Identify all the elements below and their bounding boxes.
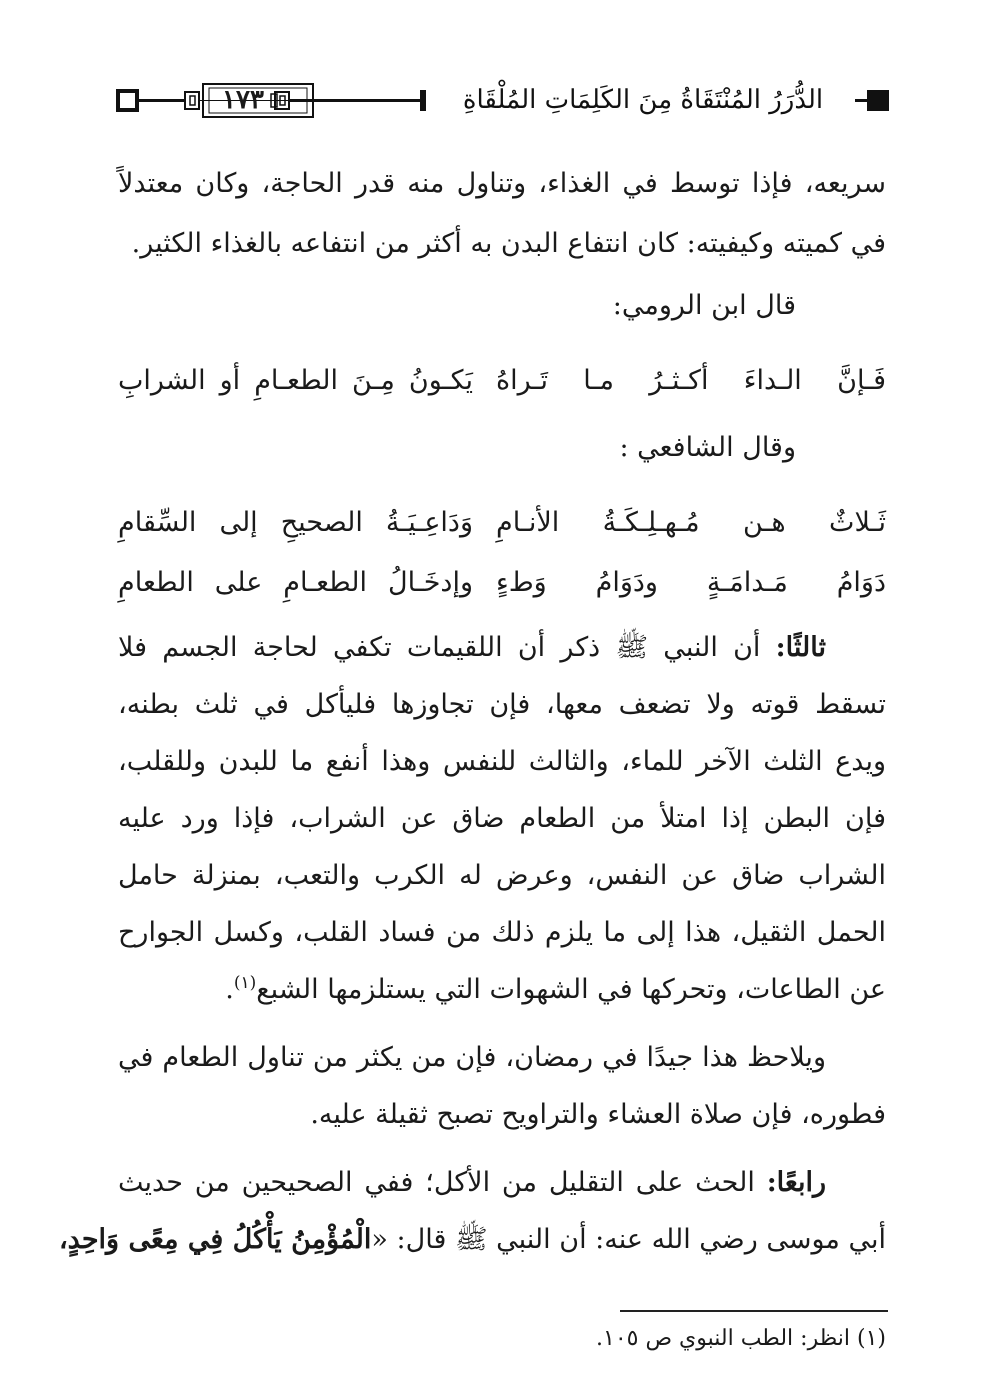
para3-line-1-text: أن النبي ﷺ ذكر أن اللقيمات تكفي لحاجة الجسم فلا	[118, 632, 761, 663]
para3-line-7	[118, 974, 886, 1006]
verse-second-hemistich: وإدخَـالُ الطعـامِ على الطعامِ	[118, 567, 473, 598]
para3-last-text: عن الطاعات، وتحركها في الشهوات التي يستلزمها الشبع	[256, 974, 886, 1005]
para3-line-6: الحمل الثقيل، هذا إلى ما يلزم ذلك من فساد القلب، وكسل الجوارح	[118, 917, 886, 948]
verse-second-hemistich: وَدَاعِـيَـةُ الصحيحِ إلى السِّقامِ	[118, 507, 473, 538]
intro-ibn-rumi: قال ابن الرومي:	[612, 290, 796, 321]
verse-ibn-rumi	[118, 361, 886, 401]
para3-label: ثالثًا:	[775, 632, 826, 663]
footnote-reference[interactable]: (١)	[233, 973, 257, 993]
para3-line-2: تسقط قوته ولا تضعف معها، فإن تجاوزها فليأكل في ثلث بطنه،	[118, 689, 886, 720]
text-line-2: في كميته وكيفيته: كان انتفاع البدن به أكثر من انتفاعه بالغذاء الكثير.	[131, 228, 886, 259]
verse-first-hemistich: دَوَامُ مَـدامَـةٍ ودَوَامُ وَطءٍ	[496, 567, 886, 598]
para5-line-2-plain: أبي موسى رضي الله عنه: أن النبي ﷺ قال: «	[371, 1224, 886, 1255]
para5-line-1	[118, 1167, 886, 1199]
para3-line-5: الشراب ضاق عن النفس، وعرض له الكرب والتعب، بمنزلة حامل	[118, 860, 886, 891]
page-header	[115, 80, 890, 120]
footnote-1: (١) انظر: الطب النبوي ص ١٠٥.	[596, 1326, 886, 1351]
para5-label: رابعًا:	[766, 1167, 826, 1198]
para3-line-4: فإن البطن إذا امتلأ من الطعام ضاق عن الشراب، فإذا ورد عليه	[118, 803, 886, 834]
verse-shafii-2	[118, 563, 886, 603]
text-line-1: سريعه، فإذا توسط في الغذاء، وتناول منه قدر الحاجة، وكان معتدلاً	[118, 168, 886, 199]
verse-shafii-1	[118, 503, 886, 543]
para3-line-3: ويدع الثلث الآخر للماء، والثالث للنفس وهذا أنفع ما للبدن وللقلب،	[118, 746, 886, 777]
para3-line-1	[118, 632, 886, 664]
verse-first-hemistich: ثَـلاثٌ هـن مُـهـلِـكَـةُ الأنـامِ	[496, 507, 886, 538]
running-title: الدُّرَرُ المُنْتَقَاةُ مِنَ الكَلِمَاتِ المُلْقَاةِ	[462, 85, 824, 115]
verse-first-hemistich: فَـإنَّ الـداءَ أكـثـرُ مـا تَـراهُ	[496, 365, 886, 396]
para3-end: .	[225, 974, 234, 1005]
para4-line-2: فطوره، فإن صلاة العشاء والتراويح تصبح ثقيلة عليه.	[310, 1099, 886, 1130]
hadith-quote: الْمُؤْمِنُ يَأْكُلُ فِي مِعًى وَاحِدٍ،	[58, 1224, 372, 1255]
intro-shafii: وقال الشافعي :	[619, 432, 796, 463]
para4-line-1: ويلاحظ هذا جيدًا في رمضان، فإن من يكثر من تناول الطعام في	[118, 1042, 826, 1073]
page-number: ١٧٣	[222, 85, 264, 115]
footnote-separator	[620, 1310, 888, 1312]
para5-line-1-text: الحث على التقليل من الأكل؛ ففي الصحيحين من حديث	[118, 1167, 755, 1198]
para5-line-2	[58, 1224, 886, 1256]
verse-second-hemistich: يَكـونُ مِـنَ الطعـامِ أو الشرابِ	[118, 365, 473, 396]
